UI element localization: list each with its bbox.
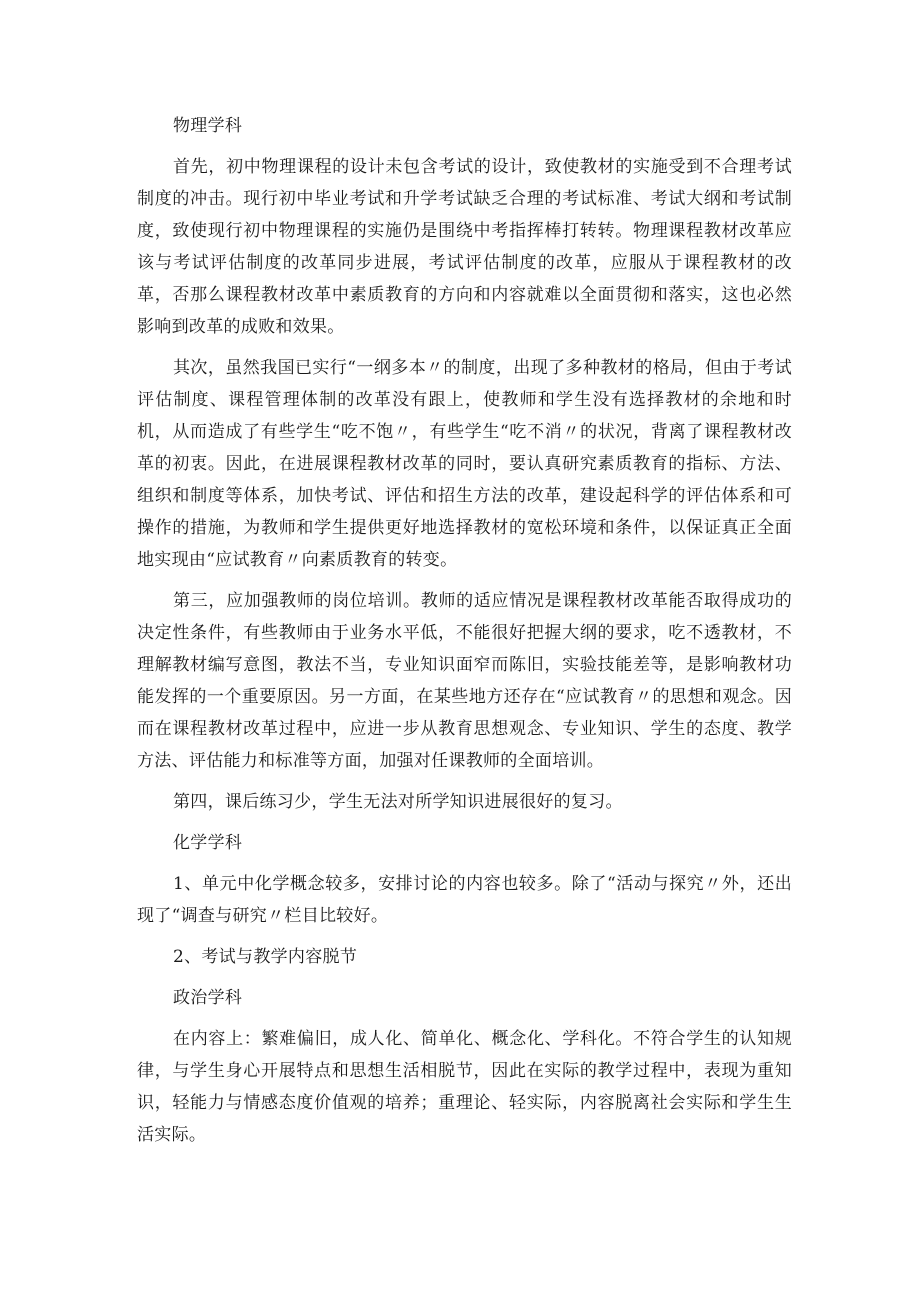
document-body: [137, 110, 792, 1160]
paragraph: 2、考试与教学内容脱节: [173, 947, 358, 967]
section-heading-physics: 物理学科: [173, 116, 243, 136]
paragraph: 首先，初中物理课程的设计未包含考试的设计，致使教材的实施受到不合理考试制度的冲击。现行初中毕业考试和升学考试缺乏合理的考试标准、考试大纲和考试制度，致使现行初中物理课程的实施仍是围绕中考指挥棒打转转。物理课程教材改革应该与考试评估制度的改革同步进展，考试评估制度的改革，应服从于课程教材的改革，否那么课程教材改革中素质教育的方向和内容就难以全面贯彻和落实，这也必然影响到改革的成败和效果。: [137, 157, 792, 337]
paragraph: 第三，应加强教师的岗位培训。教师的适应情况是课程教材改革能否取得成功的决定性条件，有些教师由于业务水平低，不能很好把握大纲的要求，吃不透教材，不理解教材编写意图，教法不当，专业知识面窄而陈旧，实验技能差等，是影响教材功能发挥的一个重要原因。另一方面，在某些地方还存在“应试教育〃的思想和观念。因而在课程教材改革过程中，应进一步从教育思想观念、专业知识、学生的态度、教学方法、评估能力和标准等方面，加强对任课教师的全面培训。: [137, 591, 792, 771]
paragraph: 1、单元中化学概念较多，安排讨论的内容也较多。除了“活动与探究〃外，还出现了“调查与研究〃栏目比较好。: [137, 874, 792, 926]
paragraph: 第四，课后练习少，学生无法对所学知识进展很好的复习。: [173, 792, 623, 812]
paragraph: 其次，虽然我国已实行“一纲多本〃的制度，出现了多种教材的格局，但由于考试评估制度、课程管理体制的改革没有跟上，使教师和学生没有选择教材的余地和时机，从而造成了有些学生“吃不饱〃，有些学生“吃不消〃的状况，背离了课程教材改革的初衷。因此，在进展课程教材改革的同时，要认真研究素质教育的指标、方法、组织和制度等体系，加快考试、评估和招生方法的改革，建设起科学的评估体系和可操作的措施，为教师和学生提供更好地选择教材的宽松环境和条件，以保证真正全面地实现由“应试教育〃向素质教育的转变。: [137, 358, 792, 570]
paragraph: 在内容上：繁难偏旧，成人化、简单化、概念化、学科化。不符合学生的认知规律，与学生身心开展特点和思想生活相脱节，因此在实际的教学过程中，表现为重知识，轻能力与情感态度价值观的培养；重理论、轻实际，内容脱离社会实际和学生生活实际。: [137, 1029, 792, 1145]
section-heading-politics: 政治学科: [173, 988, 243, 1008]
section-heading-chemistry: 化学学科: [173, 833, 243, 853]
